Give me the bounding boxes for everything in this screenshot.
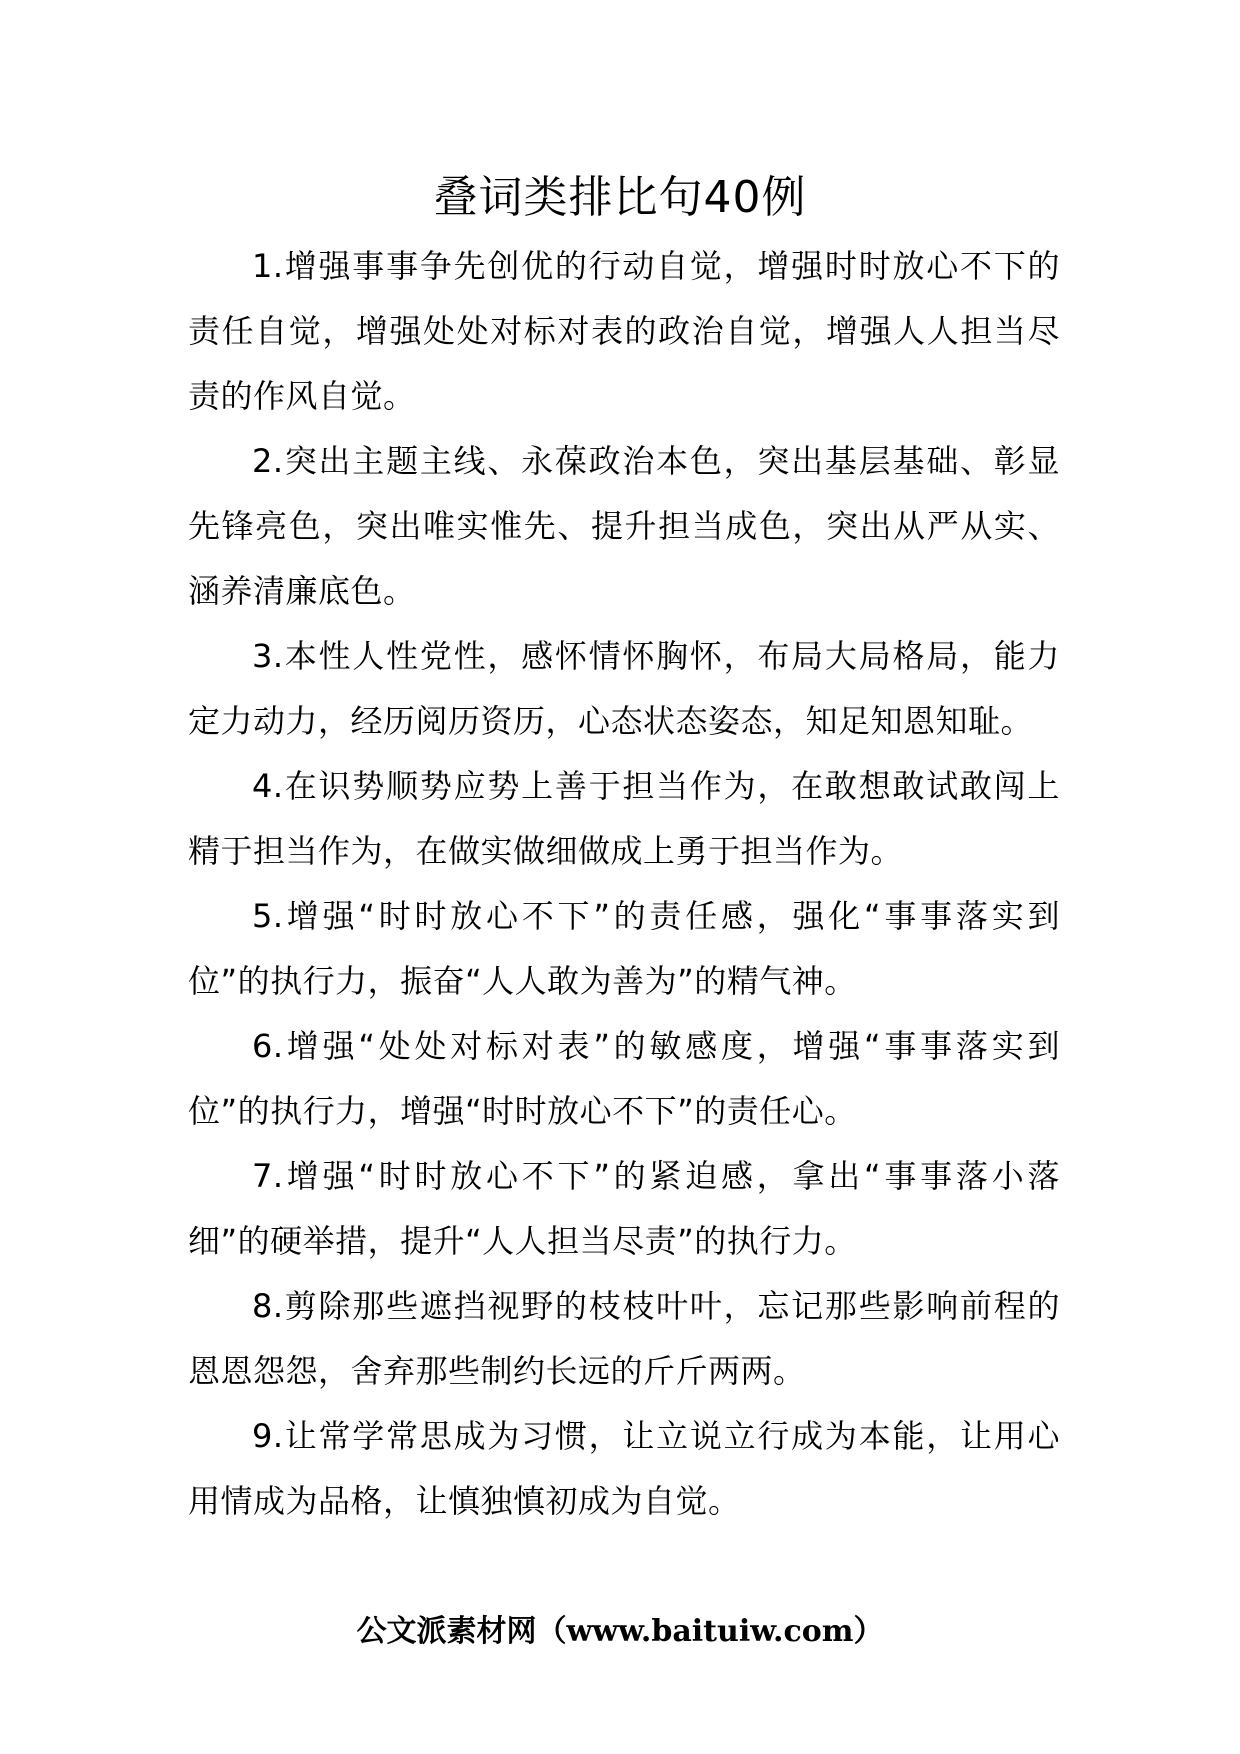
document-title: 叠词类排比句40例 <box>433 172 807 223</box>
paragraph-5: 5.增强“时时放心不下”的责任感，强化“事事落实到位”的执行力，振奋“人人敢为善为”的精气神。 <box>188 897 1060 1000</box>
paragraph-8: 8.剪除那些遮挡视野的枝枝叶叶，忘记那些影响前程的恩恩怨怨，舍弃那些制约长远的斤斤两两。 <box>188 1287 1060 1390</box>
paragraph-1: 1.增强事事争先创优的行动自觉，增强时时放心不下的责任自觉，增强处处对标对表的政治自觉，增强人人担当尽责的作风自觉。 <box>188 247 1060 415</box>
paragraph-2: 2.突出主题主线、永葆政治本色，突出基层基础、彰显先锋亮色，突出唯实惟先、提升担当成色，突出从严从实、涵养清廉底色。 <box>188 442 1060 610</box>
paragraph-7: 7.增强“时时放心不下”的紧迫感，拿出“事事落小落细”的硬举措，提升“人人担当尽责”的执行力。 <box>188 1157 1060 1260</box>
document-body <box>188 234 1060 1534</box>
paragraph-3: 3.本性人性党性，感怀情怀胸怀，布局大局格局，能力定力动力，经历阅历资历，心态状态姿态，知足知恩知耻。 <box>188 637 1060 740</box>
paragraph-4: 4.在识势顺势应势上善于担当作为，在敢想敢试敢闯上精于担当作为，在做实做细做成上勇于担当作为。 <box>188 767 1060 870</box>
source-footer: 公文派素材网（www.baituiw.com） <box>356 1614 884 1649</box>
paragraph-9: 9.让常学常思成为习惯，让立说立行成为本能，让用心用情成为品格，让慎独慎初成为自觉。 <box>188 1417 1060 1520</box>
paragraph-6: 6.增强“处处对标对表”的敏感度，增强“事事落实到位”的执行力，增强“时时放心不下”的责任心。 <box>188 1027 1060 1130</box>
